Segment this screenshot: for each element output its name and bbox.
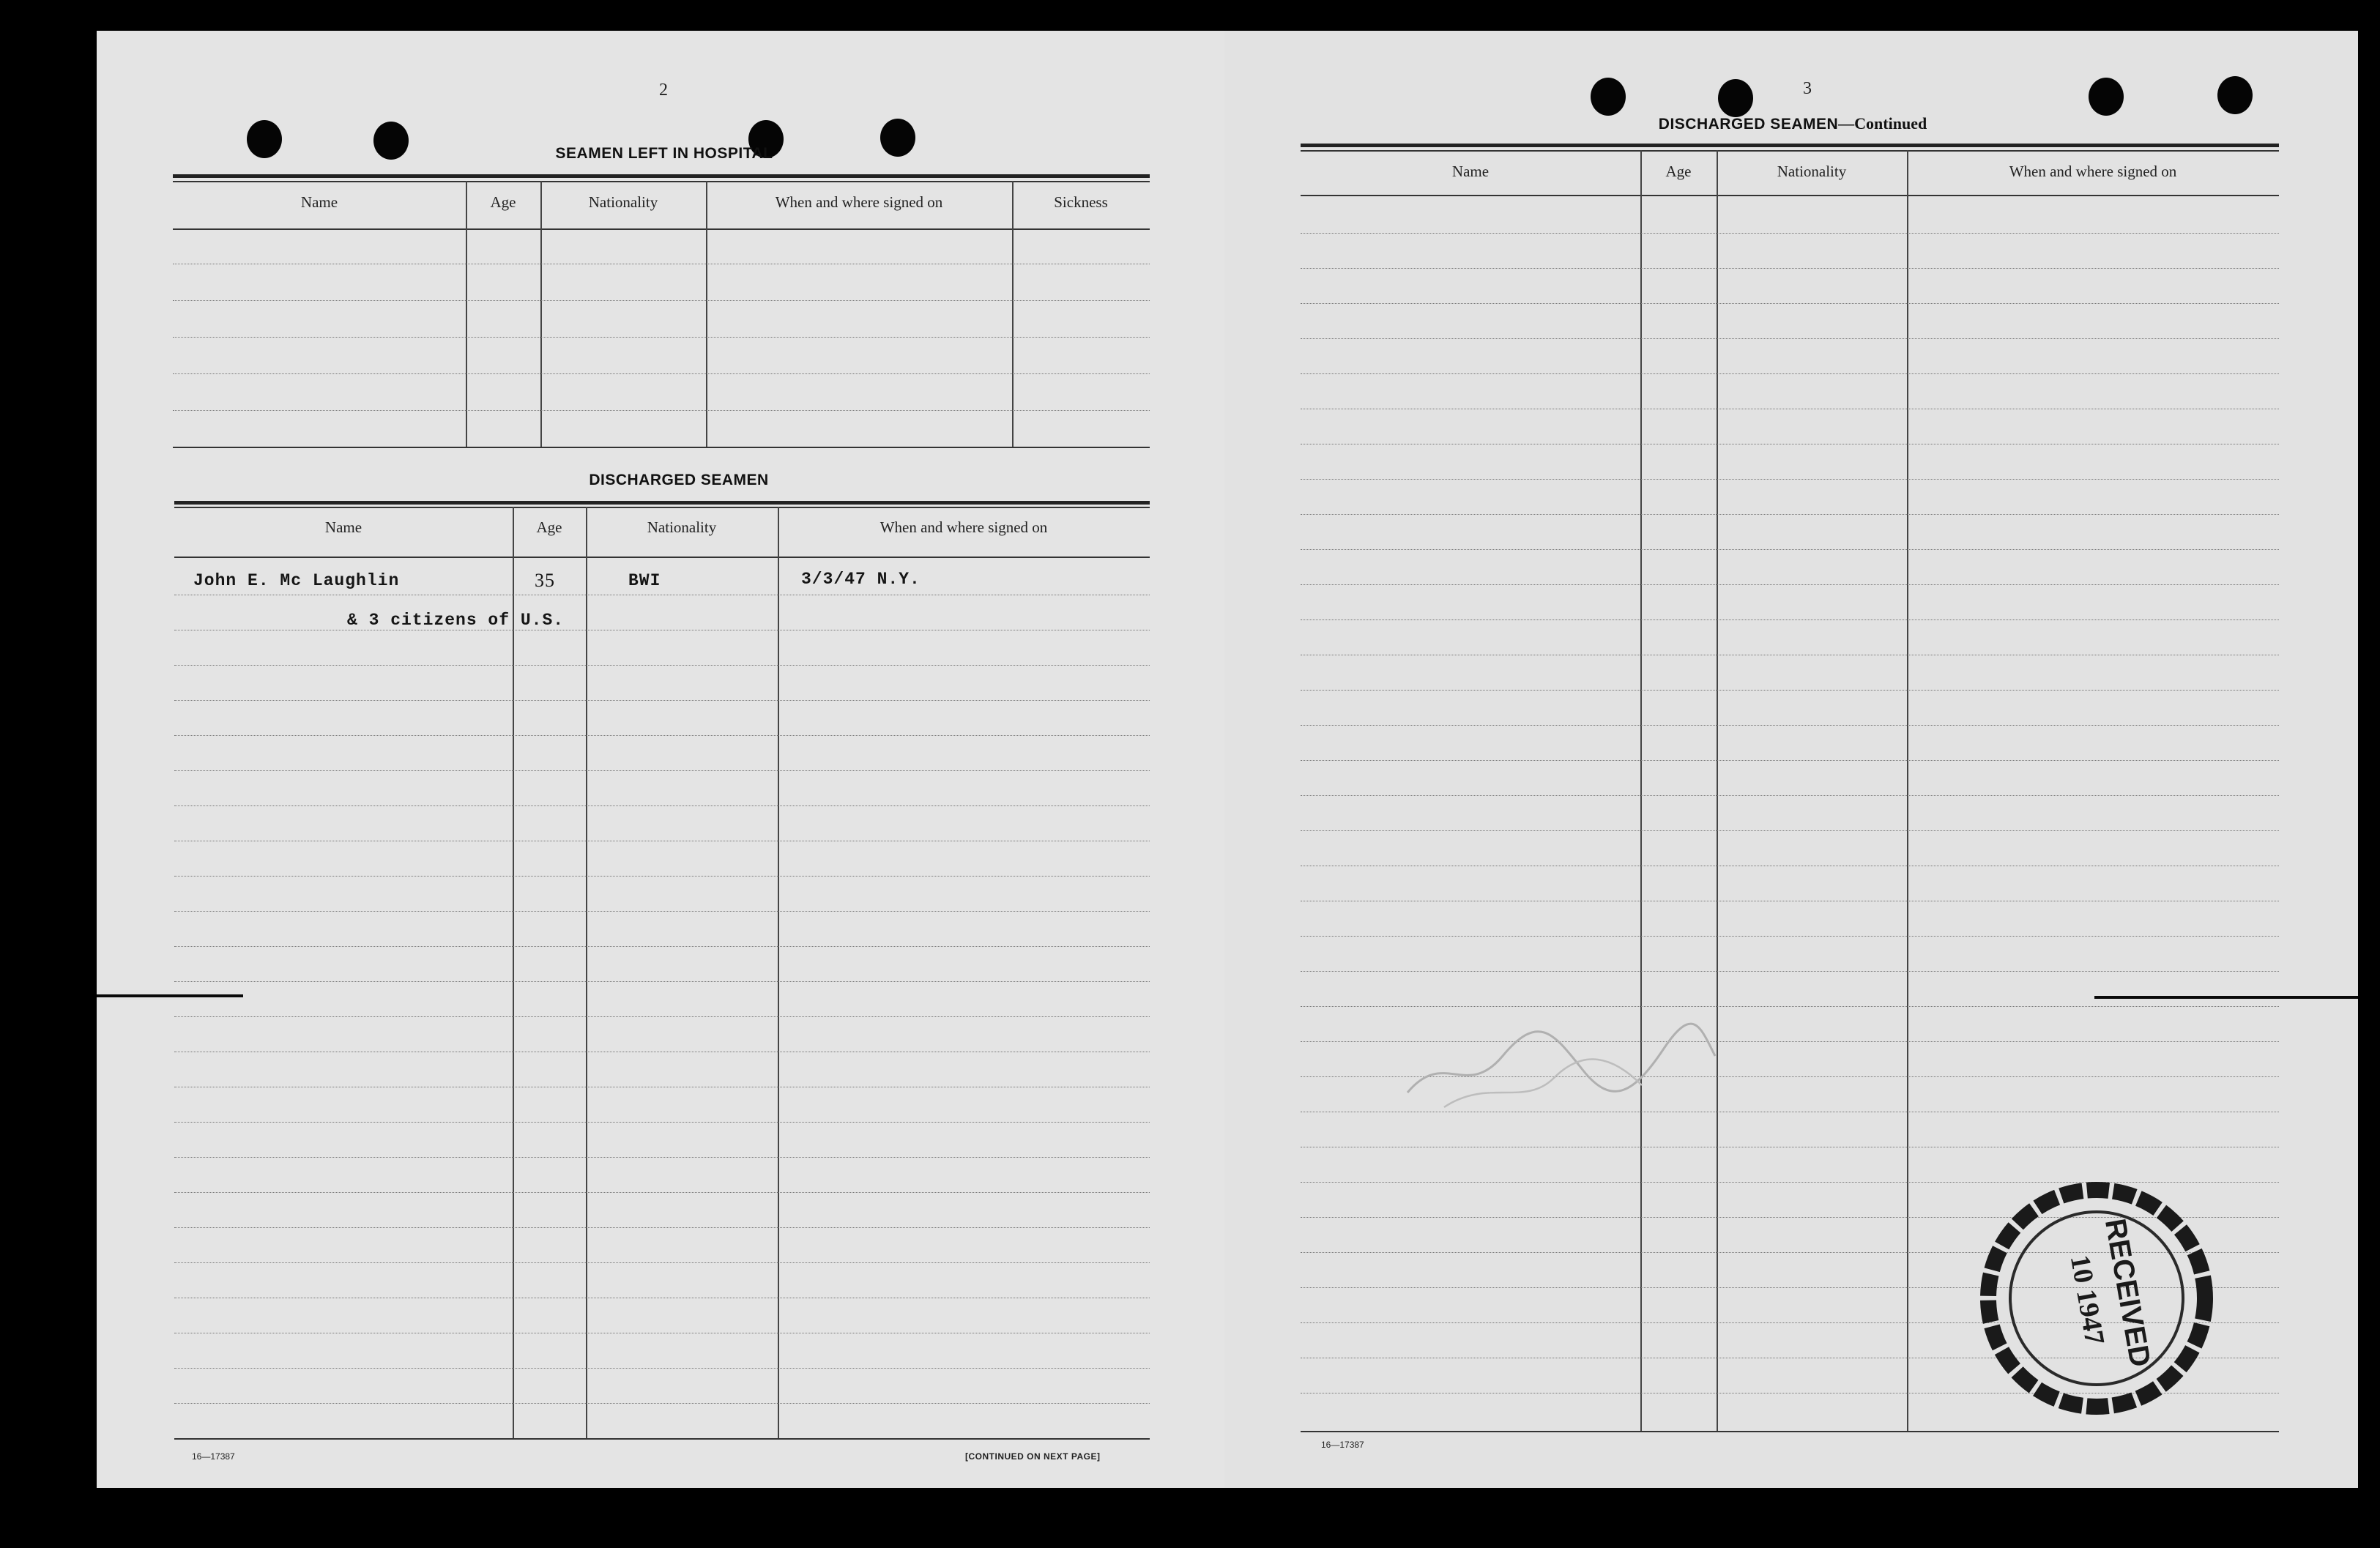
ruled-line [1301, 725, 2279, 726]
page-number: 2 [659, 81, 668, 100]
punch-hole [1591, 78, 1626, 116]
form-number: 16—17387 [192, 1451, 235, 1462]
table-row-nationality: BWI [628, 571, 661, 590]
ruled-line [1301, 303, 2279, 304]
faint-signature-scribble [1400, 1005, 1722, 1115]
fold-crease [97, 994, 243, 997]
column-header-age: Age [490, 193, 516, 211]
ruled-line [1301, 373, 2279, 374]
table-row-signed-on: 3/3/47 N.Y. [801, 570, 921, 589]
ruled-line [1301, 795, 2279, 796]
column-header-name: Name [324, 518, 362, 536]
punch-hole [2089, 78, 2124, 116]
ruled-line [1301, 338, 2279, 339]
ruled-line [1301, 233, 2279, 234]
ruled-line [1301, 936, 2279, 937]
section-title-main: DISCHARGED SEAMEN [1658, 116, 1839, 133]
ruled-line [1301, 514, 2279, 515]
table-row-name: & 3 citizens of U.S. [347, 611, 565, 630]
punch-hole [373, 122, 409, 160]
ruled-line [1301, 971, 2279, 972]
column-header-signed-on: When and where signed on [2009, 163, 2177, 180]
hospital-table [173, 174, 1150, 448]
table-row-name: John E. Mc Laughlin [193, 571, 400, 590]
column-header-nationality: Nationality [588, 193, 658, 211]
discharged-section-title: DISCHARGED SEAMEN [589, 472, 769, 488]
ruled-line [1301, 479, 2279, 480]
stamp-date: 10 1947 [2064, 1252, 2111, 1347]
column-header-name: Name [1451, 163, 1490, 180]
ruled-line [1301, 690, 2279, 691]
section-title-suffix: —Continued [1838, 114, 1927, 133]
punch-hole [1718, 79, 1753, 117]
column-header-sickness: Sickness [1054, 193, 1108, 211]
column-header-age: Age [1665, 163, 1692, 180]
column-header-age: Age [536, 518, 562, 536]
page-number: 3 [1803, 79, 1812, 98]
discharged-table [174, 501, 1150, 1440]
column-header-nationality: Nationality [647, 518, 717, 536]
punch-hole [2217, 76, 2253, 114]
stamp-word: RECEIVED [2098, 1216, 2157, 1370]
column-header-signed-on: When and where signed on [775, 193, 943, 211]
ruled-line [1301, 549, 2279, 550]
ruled-line [1301, 619, 2279, 620]
punch-hole [880, 119, 915, 157]
ruled-line [1301, 830, 2279, 831]
fold-crease [2094, 996, 2358, 999]
continued-note: [CONTINUED ON NEXT PAGE] [965, 1451, 1101, 1462]
table-row-age: 35 [535, 570, 555, 591]
ruled-line [1301, 584, 2279, 585]
ruled-line [1301, 760, 2279, 761]
column-header-name: Name [300, 193, 338, 211]
column-header-signed-on: When and where signed on [880, 518, 1048, 536]
ruled-line [1301, 268, 2279, 269]
hospital-section-title: SEAMEN LEFT IN HOSPITAL [555, 145, 773, 162]
punch-hole [247, 120, 282, 158]
left-page [97, 31, 1224, 1488]
received-stamp [1976, 1177, 2217, 1419]
column-header-nationality: Nationality [1777, 163, 1847, 180]
form-number: 16—17387 [1321, 1440, 1364, 1450]
discharged-continued-section-title [1659, 114, 1927, 133]
